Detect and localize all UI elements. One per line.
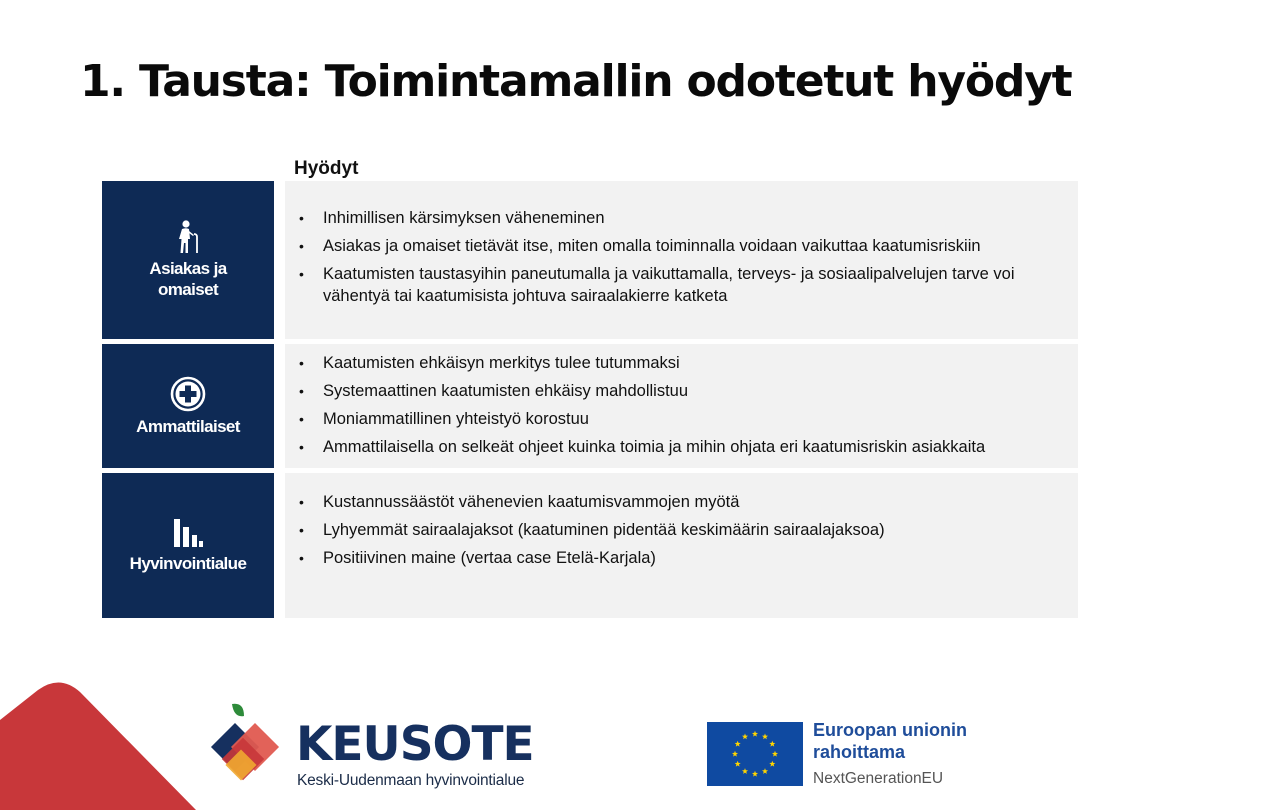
row-label-clients-line1: Asiakas ja (149, 259, 227, 278)
list-item: • Lyhyemmät sairaalajaksot (kaatuminen pidentää keskimäärin sairaalajaksoa) (295, 519, 1058, 541)
benefit-row-wellbeing-area (102, 473, 1078, 618)
benefit-list (295, 207, 1058, 307)
row-label-wellbeing-area: Hyvinvointialue (129, 554, 247, 573)
eu-funding-line2: rahoittama (813, 742, 906, 762)
row-label-professionals: Ammattilaiset (136, 416, 240, 436)
keusote-subtitle: Keski-Uudenmaan hyvinvointialue (297, 772, 525, 789)
column-header-benefits: Hyödyt (294, 158, 359, 179)
benefit-row-clients (102, 181, 1078, 339)
benefit-list (295, 491, 1058, 569)
list-item: • Kaatumisten ehkäisyn merkitys tulee tutummaksi (295, 352, 1058, 374)
row-label-box (102, 344, 274, 468)
elderly-person-icon (175, 220, 201, 254)
keusote-logo-icon (204, 700, 288, 792)
bar-chart-icon (172, 517, 204, 549)
benefit-list (295, 352, 1058, 458)
list-item: • Ammattilaisella on selkeät ohjeet kuinka toimia ja mihin ohjata eri kaatumisriskin asiakkaita (295, 436, 1058, 458)
row-label-box (102, 473, 274, 618)
list-item: • Moniammatillinen yhteistyö korostuu (295, 408, 1058, 430)
row-content-professionals (285, 344, 1078, 468)
list-item: • Positiivinen maine (vertaa case Etelä-Karjala) (295, 547, 1058, 569)
row-label-box (102, 181, 274, 339)
keusote-wordmark: KEUSOTE (296, 717, 534, 772)
row-content-clients (285, 181, 1078, 339)
list-item: • Kustannussäästöt vähenevien kaatumisvammojen myötä (295, 491, 1058, 513)
page-title: 1. Tausta: Toimintamallin odotetut hyödyt (80, 56, 1072, 107)
eu-program-name: NextGenerationEU (813, 770, 944, 787)
eu-funding-text (813, 719, 967, 763)
eu-funding-line1: Euroopan unionin (813, 720, 967, 740)
eu-flag-icon (707, 722, 803, 786)
list-item: • Inhimillisen kärsimyksen väheneminen (295, 207, 1058, 229)
list-item: • Systemaattinen kaatumisten ehkäisy mahdollistuu (295, 380, 1058, 402)
decorative-corner-shape (0, 680, 200, 810)
row-label-clients-line2: omaiset (157, 280, 219, 299)
medical-cross-icon (170, 376, 206, 412)
benefit-row-professionals (102, 344, 1078, 468)
row-content-wellbeing-area (285, 473, 1078, 618)
list-item: • Kaatumisten taustasyihin paneutumalla ja vaikuttamalla, terveys- ja sosiaalipalvelujen tarve voi vähentyä tai kaatumisista johtuva sairaalakierre katketa (295, 263, 1058, 307)
list-item: • Asiakas ja omaiset tietävät itse, miten omalla toiminnalla voidaan vaikuttaa kaatumisriskiin (295, 235, 1058, 257)
